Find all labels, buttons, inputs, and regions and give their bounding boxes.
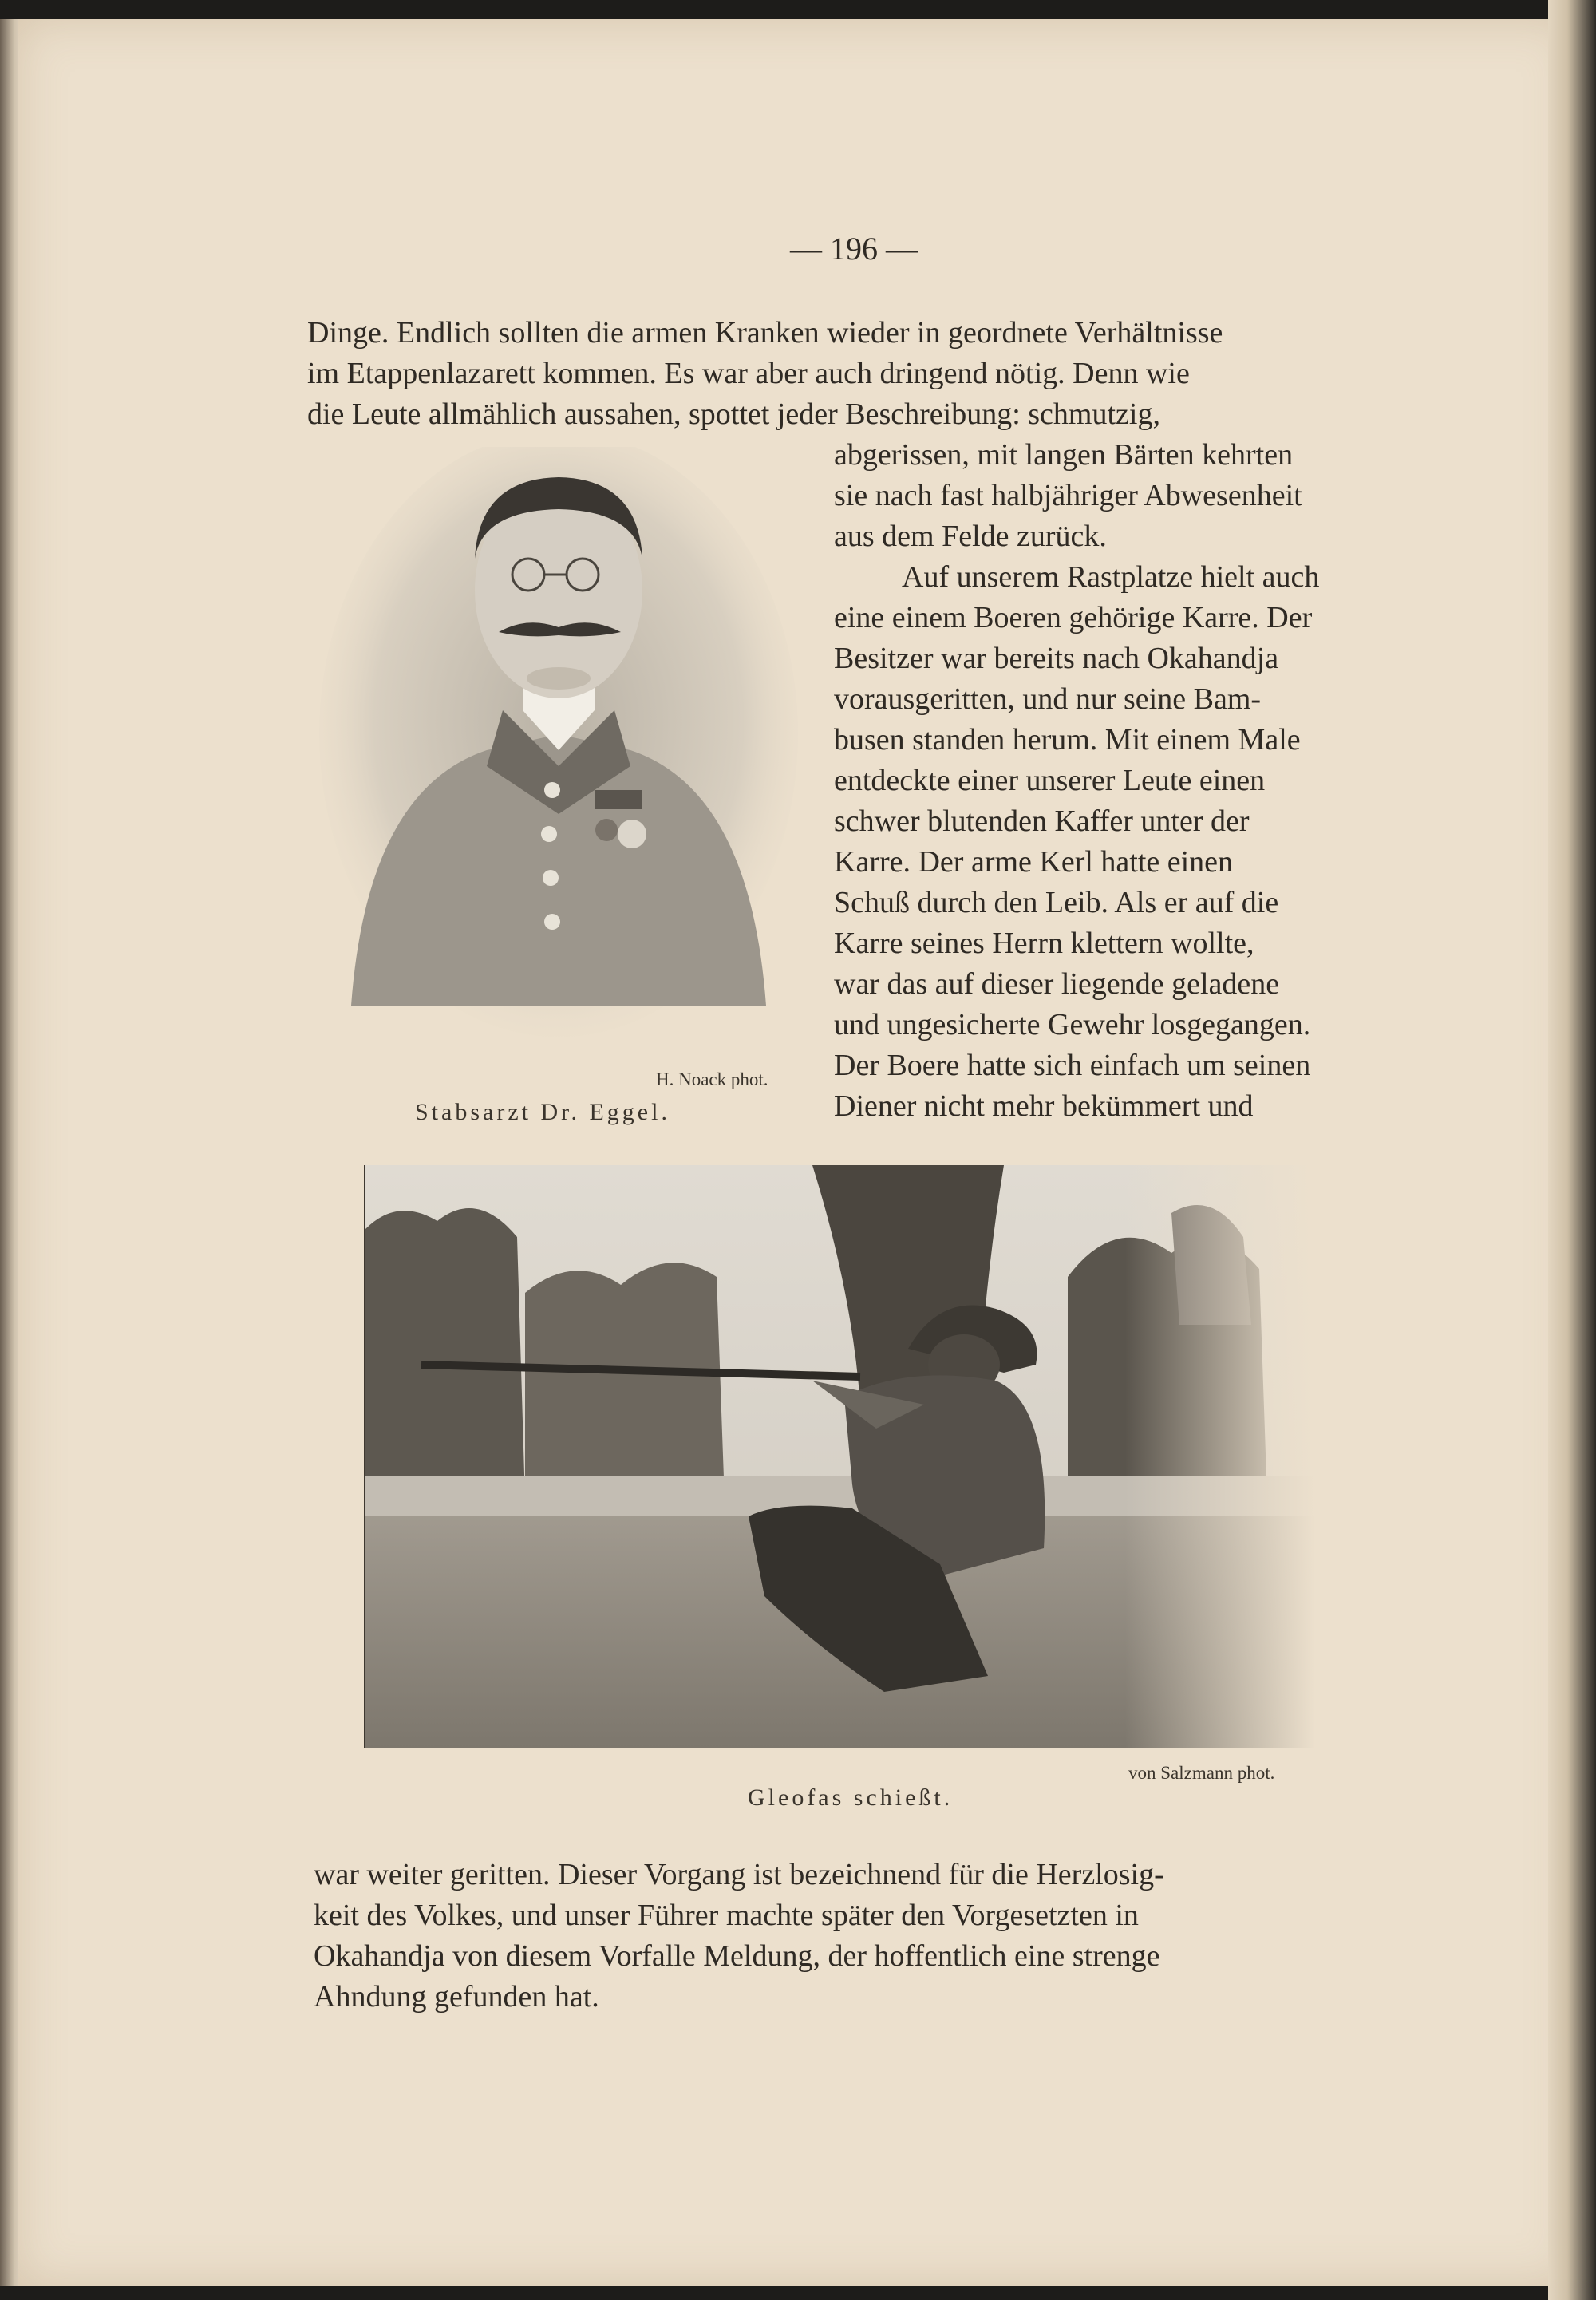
text-line: vorausgeritten, und nur seine Bam- — [834, 682, 1262, 716]
portrait-credit: H. Noack phot. — [656, 1069, 768, 1089]
text-line: abgerissen, mit langen Bärten kehrten — [834, 438, 1294, 472]
text-line: entdeckte einer unserer Leute einen — [834, 764, 1266, 797]
text-line: keit des Volkes, und unser Führer machte später den Vorgesetzten in — [314, 1899, 1139, 1932]
rifleman-credit: von Salzmann phot. — [1128, 1763, 1275, 1783]
text-line: sie nach fast halbjähriger Abwesenheit — [834, 479, 1302, 512]
portrait-caption: Stabsarzt Dr. Eggel. — [415, 1099, 670, 1125]
text-line: Ahndung gefunden hat. — [314, 1980, 599, 2013]
text-line: und ungesicherte Gewehr losgegangen. — [834, 1008, 1311, 1041]
text-line: schwer blutenden Kaffer unter der — [834, 804, 1250, 838]
text-line: eine einem Boeren gehörige Karre. Der — [834, 601, 1313, 634]
page-number: — 196 — — [790, 231, 918, 267]
text-line: Besitzer war bereits nach Okahandja — [834, 642, 1279, 675]
rifleman-caption: Gleofas schießt. — [748, 1784, 954, 1811]
text-line: Schuß durch den Leib. Als er auf die — [834, 886, 1279, 919]
page-edge — [1548, 0, 1596, 2300]
text-line: die Leute allmählich aussahen, spottet jeder Beschreibung: schmutzig, — [307, 397, 1160, 431]
text-line: war das auf dieser liegende geladene — [834, 967, 1280, 1001]
text-line: Karre seines Herrn klettern wollte, — [834, 927, 1254, 960]
rifleman-photo — [365, 1165, 1315, 1748]
text-line: Karre. Der arme Kerl hatte einen — [834, 845, 1234, 879]
text-line: aus dem Felde zurück. — [834, 520, 1107, 553]
text-line: Auf unserem Rastplatze hielt auch — [902, 560, 1320, 594]
text-line: Okahandja von diesem Vorfalle Meldung, der hoffentlich eine strenge — [314, 1939, 1160, 1973]
text-line: Der Boere hatte sich einfach um seinen — [834, 1049, 1311, 1082]
text-line: war weiter geritten. Dieser Vorgang ist bezeichnend für die Herzlosig- — [314, 1858, 1164, 1891]
portrait-photo — [319, 447, 798, 1053]
text-line: Diener nicht mehr bekümmert und — [834, 1089, 1254, 1123]
text-line: im Etappenlazarett kommen. Es war aber auch dringend nötig. Denn wie — [307, 357, 1190, 390]
text-line: busen standen herum. Mit einem Male — [834, 723, 1301, 757]
text-line: Dinge. Endlich sollten die armen Kranken wieder in geordnete Verhältnisse — [307, 316, 1223, 350]
